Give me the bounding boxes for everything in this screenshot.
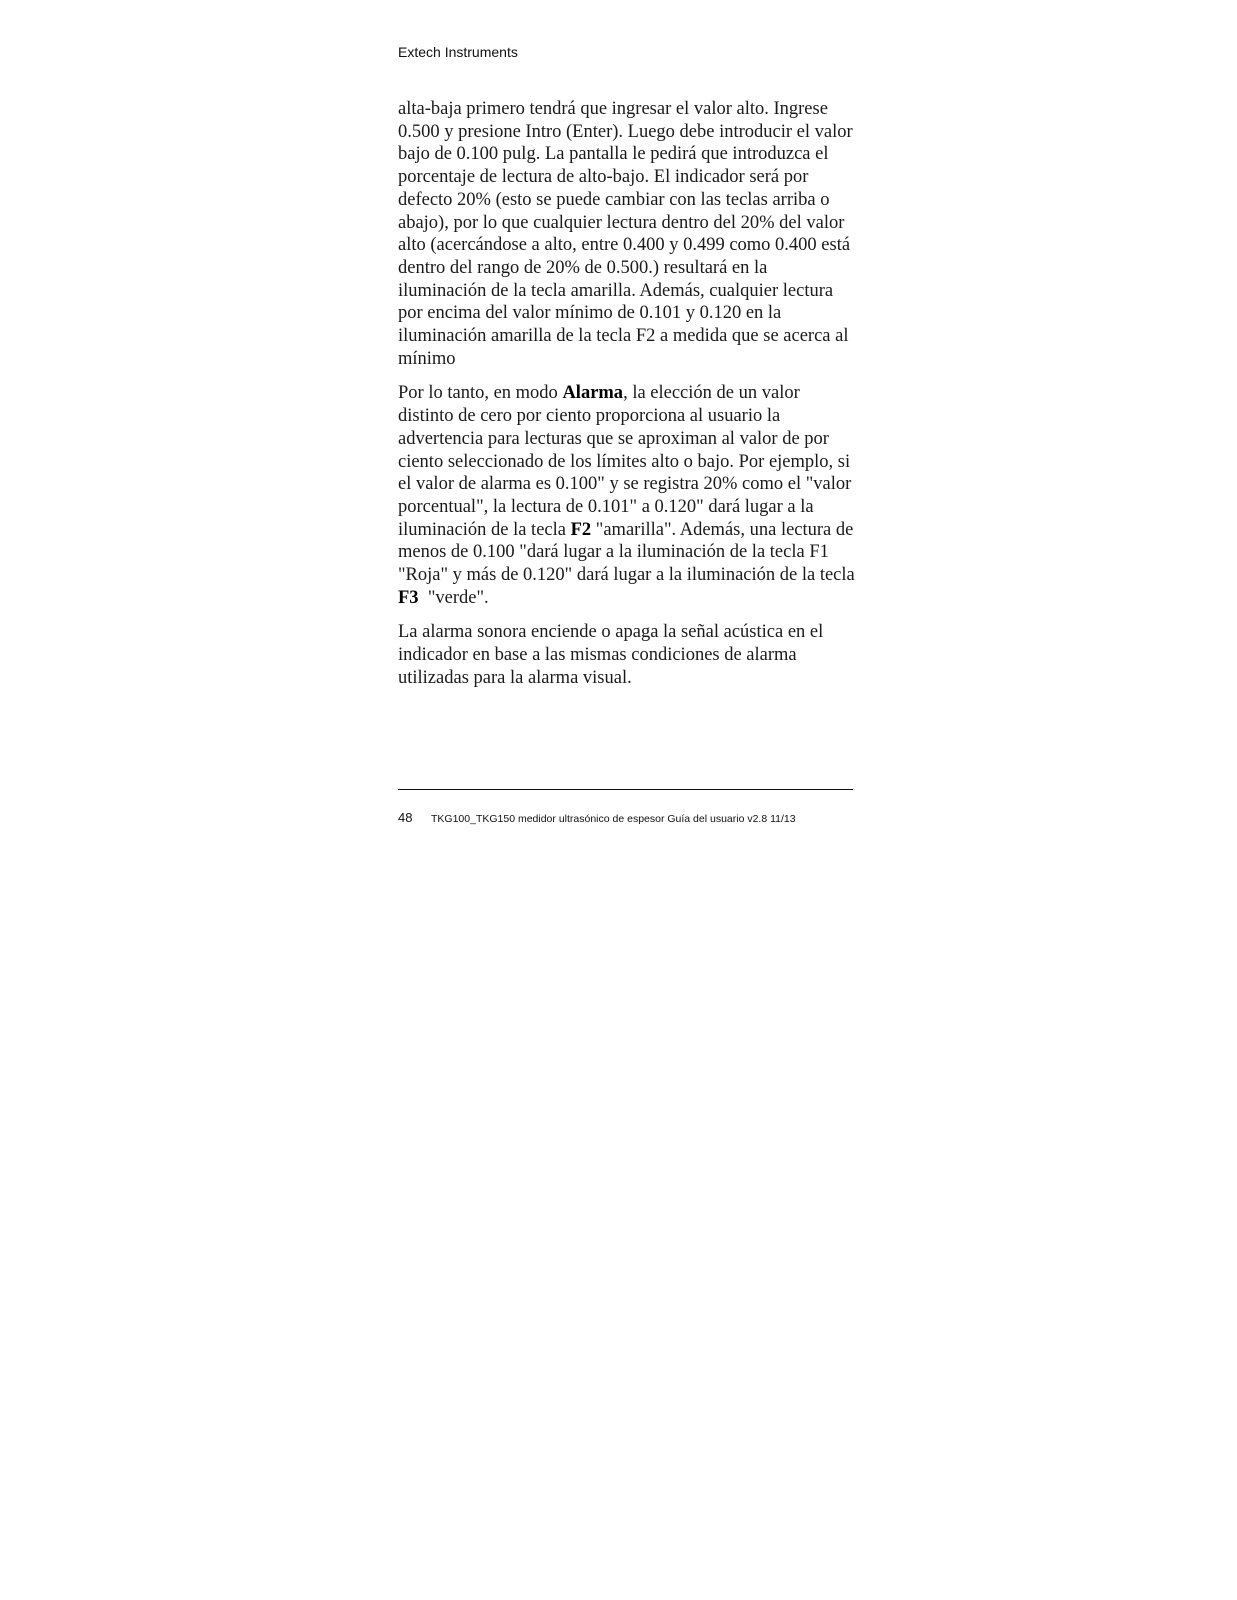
footer-divider [398,789,853,790]
p2-bold-alarma: Alarma [562,383,624,404]
page-footer [398,809,796,827]
p2-bold-f3: F3 [398,587,419,608]
page-number: 48 [398,810,413,825]
p2-text-e: "amarilla". Además, una lectura de menos de 0.100 "dará lugar a la iluminación de la tecla F1 "Roja" y más de 0.120" dará lugar a la iluminación de la tecla [398,519,855,586]
paragraph-2 [398,382,858,609]
document-body [398,98,858,702]
p2-text-a: Por lo tanto, en modo [398,383,563,404]
p2-bold-f2: F2 [570,519,592,540]
header-company: Extech Instruments [398,44,518,60]
footer-text: TKG100_TKG150 medidor ultrasónico de espesor Guía del usuario v2.8 11/13 [431,813,796,825]
paragraph-3: La alarma sonora enciende o apaga la señal acústica en el indicador en base a las mismas condiciones de alarma utilizadas para la alarma visual. [398,622,824,688]
p2-text-g: "verde". [418,587,489,608]
page-header [398,44,518,60]
p2-text-c: , la elección de un valor distinto de cero por ciento proporciona al usuario la advertencia para lecturas que se aproximan al valor de por ciento seleccionado de los límites alto o bajo. Por ejemplo, si el valor de alarma es 0.100" y se registra 20% como el "valor porcentual", la lectura de 0.101" a 0.120" dará lugar a la iluminación de la tecla [398,383,852,540]
paragraph-1: alta-baja primero tendrá que ingresar el valor alto. Ingrese 0.500 y presione Intro (Enter). Luego debe introducir el valor bajo de 0.100 pulg. La pantalla le pedirá que introduzca el porcentaje de lectura de alto-bajo. El indicador será por defecto 20% (esto se puede cambiar con las teclas arriba o abajo), por lo que cualquier lectura dentro del 20% del valor alto (acercándose a alto, entre 0.400 y 0.499 como 0.400 está dentro del rango de 20% de 0.500.) resultará en la iluminación de la tecla amarilla. Además, cualquier lectura por encima del valor mínimo de 0.101 y 0.120 en la iluminación amarilla de la tecla F2 a medida que se acerca al mínimo [398,99,853,369]
